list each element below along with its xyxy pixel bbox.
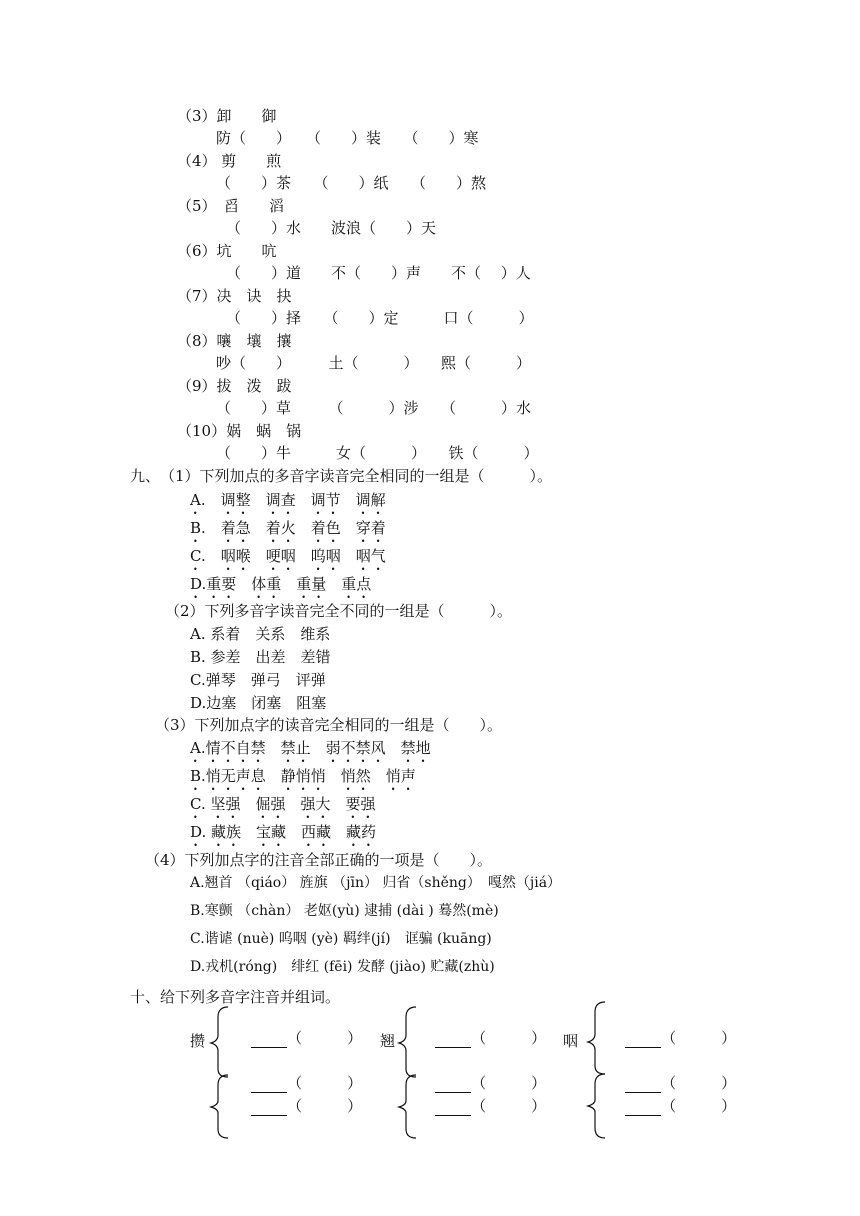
item3-head: （3）卸 御: [177, 107, 277, 125]
blank-pinyin[interactable]: （ ）: [232, 1053, 362, 1113]
item7-body: （ ）择 （ ）定 口（ ）: [226, 309, 534, 327]
q4-stem: （4）下列加点字的注音全部正确的一项是（ ）。: [145, 851, 493, 869]
blank-pinyin[interactable]: （ ）: [416, 1076, 546, 1136]
char-yan: 咽: [563, 1032, 579, 1050]
item6-head: （6）坑 吭: [177, 242, 277, 260]
q1-option-d: D.重要 体重 重量 重点: [190, 575, 372, 593]
q4-option-a: A.翘首 （qiáo） 旌旗 （jīn） 归省（shěng） 嘎然（jiá）: [190, 875, 562, 891]
item9-head: （9）拔 泼 跋: [177, 377, 292, 395]
blank-pinyin[interactable]: （ ）: [606, 1008, 736, 1068]
q3-option-d: D. 藏族 宝藏 西藏 藏药: [190, 823, 377, 841]
char-zan: 攒: [190, 1032, 206, 1050]
blank-pinyin[interactable]: （ ）: [606, 1076, 736, 1136]
q2-stem: （2）下列多音字读音完全不同的一组是（ ）。: [165, 602, 513, 620]
q3-option-a: A.情不自禁 禁止 弱不禁风 禁地: [190, 739, 431, 757]
blank-pinyin[interactable]: （ ）: [232, 1008, 362, 1068]
q4-option-d: D.戎机(róng) 绯红 (fēi) 发酵 (jiào) 贮藏(zhù): [190, 959, 495, 975]
q4-option-b: B.寒颤 （chàn） 老妪(yù) 逮捕 (dài ) 蓦然(mè): [190, 903, 499, 919]
item3-body: 防（ ） （ ）装 （ ）寒: [216, 129, 479, 147]
q1-option-c: C. 咽喉 哽咽 呜咽 咽气: [190, 547, 386, 565]
section9-number: 九、: [130, 467, 161, 485]
q4-option-c: C.谐谑 (nuè) 呜咽 (yè) 羁绊(jí) 诓骗 (kuāng): [190, 931, 492, 947]
item4-head: （4） 剪 煎: [177, 152, 282, 170]
q3-option-c: C. 坚强 倔强 强大 要强: [190, 795, 376, 813]
item6-body: （ ）道 不（ ）声 不（ ）人: [226, 264, 531, 282]
blank-pinyin[interactable]: （ ）: [416, 1008, 546, 1068]
item5-body: （ ）水 波浪（ ）天: [226, 219, 437, 237]
q1-option-a: A. 调整 调查 调节 调解: [190, 491, 386, 509]
item8-head: （8）嚷 壤 攘: [177, 332, 292, 350]
q1-option-b: B. 着急 着火 着色 穿着: [190, 519, 386, 537]
item9-body: （ ）草 （ ）涉 （ ）水: [216, 399, 532, 417]
item5-head: （5） 舀 滔: [177, 197, 285, 215]
q1-stem: （1）下列加点的多音字读音完全相同的一组是（ ）。: [160, 467, 553, 485]
q3-stem: （3）下列加点字的读音完全相同的一组是（ ）。: [155, 716, 503, 734]
q2-option-a: A. 系着 关系 维系: [190, 625, 331, 643]
char-qiao: 翘: [380, 1032, 396, 1050]
q2-option-b: B. 参差 出差 差错: [190, 648, 331, 666]
blank-pinyin[interactable]: （ ）: [606, 1053, 736, 1113]
brace-icon: [396, 1005, 418, 1140]
brace-icon: [208, 1005, 230, 1140]
item8-body: 吵（ ） 土（ ） 熙（ ）: [216, 354, 532, 372]
q2-option-c: C.弹琴 弹弓 评弹: [190, 671, 326, 689]
section10-title: 十、给下列多音字注音并组词。: [130, 988, 341, 1006]
q3-option-b: B.悄无声息 静悄悄 悄然 悄声: [190, 767, 416, 785]
blank-pinyin[interactable]: （ ）: [232, 1076, 362, 1136]
blank-pinyin[interactable]: （ ）: [416, 1053, 546, 1113]
item10-head: （10）娲 蜗 锅: [177, 422, 302, 440]
brace-icon: [585, 1000, 607, 1140]
item4-body: （ ）茶 （ ）纸 （ ）熬: [216, 174, 487, 192]
item10-body: （ ）牛 女（ ） 铁（ ）: [216, 444, 539, 462]
q2-option-d: D.边塞 闭塞 阻塞: [190, 694, 327, 712]
item7-head: （7）决 诀 抉: [177, 287, 292, 305]
